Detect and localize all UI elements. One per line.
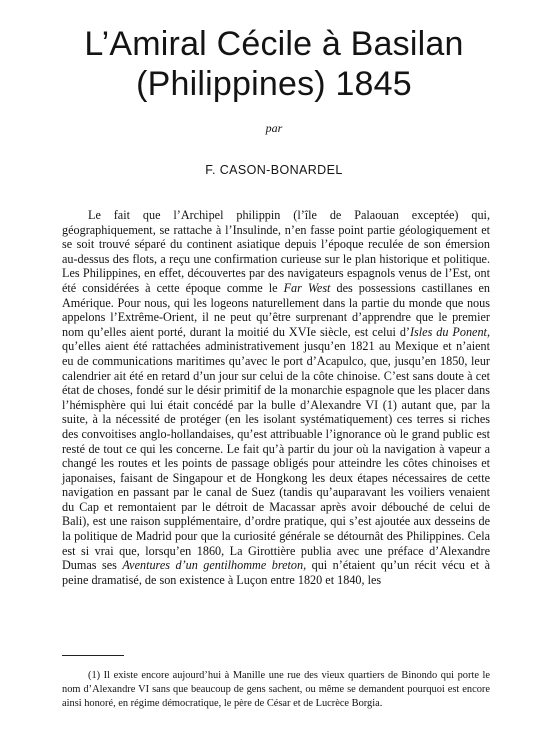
body-emphasis-aventures: Aventures d’un gentilhomme breton xyxy=(122,558,304,573)
footnote: (1) Il existe encore aujourd’hui à Manille une rue des vieux quartiers de Binondo qui porte le nom d’Alexandre VI sans que beaucoup de gens sachent, ou même se demandent pourquoi est encore ainsi honoré, en régime démocratique, le père de César et de Lucrèce Borgia. xyxy=(62,670,490,710)
footnote-divider xyxy=(62,655,124,656)
body-segment-2: des possessions castillanes en Amérique. Pour nous, qui les logeons naturellement dans la partie du monde que nous appelons l’Extrême-Orient, il ne peut qu’être surprenant d’apprendre que le premier nom qu’elles aient porté, durant la moitié du XVIe siècle, est celui d’ xyxy=(62,280,490,339)
body-emphasis-isles: Isles du Ponent xyxy=(409,324,487,339)
byline-par: par xyxy=(265,121,283,135)
body-paragraph xyxy=(62,208,490,587)
body-emphasis-far-west: Far West xyxy=(283,280,331,295)
title-line-1: L’Amiral Cécile à Basilan xyxy=(84,25,464,63)
author-name: F. CASON-BONARDEL xyxy=(205,163,343,177)
title-line-2: (Philippines) 1845 xyxy=(136,65,412,103)
body-segment-3: , qu’elles aient été rattachées administrativement jusqu’en 1821 au Mexique et n’aient eu de communications maritimes qu’avec le port d’Acapulco, que, jusqu’en 1850, leur calendrier ait été en retard d’un jour sur celui de la côte chinoise. C’est sans doute à cet état de choses, fondé sur le désir primitif de la monarchie espagnole que les placer dans l’hémisphère qui lui était concédé par la bulle d’Alexandre VI (1) autant que, par la suite, à la nécessité de protéger (en les isolant systématiquement) ces terres si riches des convoitises anglo-hollandaises, qu’est attribuable l’ignorance où le grand public est resté de tout ce qui les concerne. Le fait qu’à partir du jour où la navigation à vapeur a changé les routes et les points de passage obligés pour atteindre les côtes chinoises et japonaises, faisant de Singapour et de Hongkong les deux étapes nécessaires de cette navigation en passant par le canal de Suez (tandis qu’auparavant les voiliers venaient du Cap et remontaient par le détroit de Macassar après avoir débouché de celui de Bali), est une raison supplémentaire, d’ordre pratique, qui s’est ajoutée aux desseins de la politique de Madrid pour que la curiosité générale se détournât des Philippines. Cela est si vrai que, lorsqu’en 1860, La Girottière publia avec une préface d’Alexandre Dumas ses xyxy=(62,324,490,573)
body-segment-1: Le fait que l’Archipel philippin (l’île de Palaouan exceptée) qui, géographiquement, se rattache à l’Insulinde, n’en fasse point partie géologiquement et se soit trouvé séparé du continent asiatique depuis l’époque reculée de son émersion au-dessus des flots, a reçu une confirmation curieuse sur le plan historique et politique. Les Philippines, en effet, découvertes par des navigateurs espagnols venus de l’Est, ont été considérées à cette époque comme le xyxy=(62,208,490,295)
body-segment-4: , qui n’étaient qu’un récit vécu et à peine dramatisé, de son existence à Luçon entre 1820 et 1840, les xyxy=(62,558,490,587)
article-title xyxy=(40,24,508,104)
